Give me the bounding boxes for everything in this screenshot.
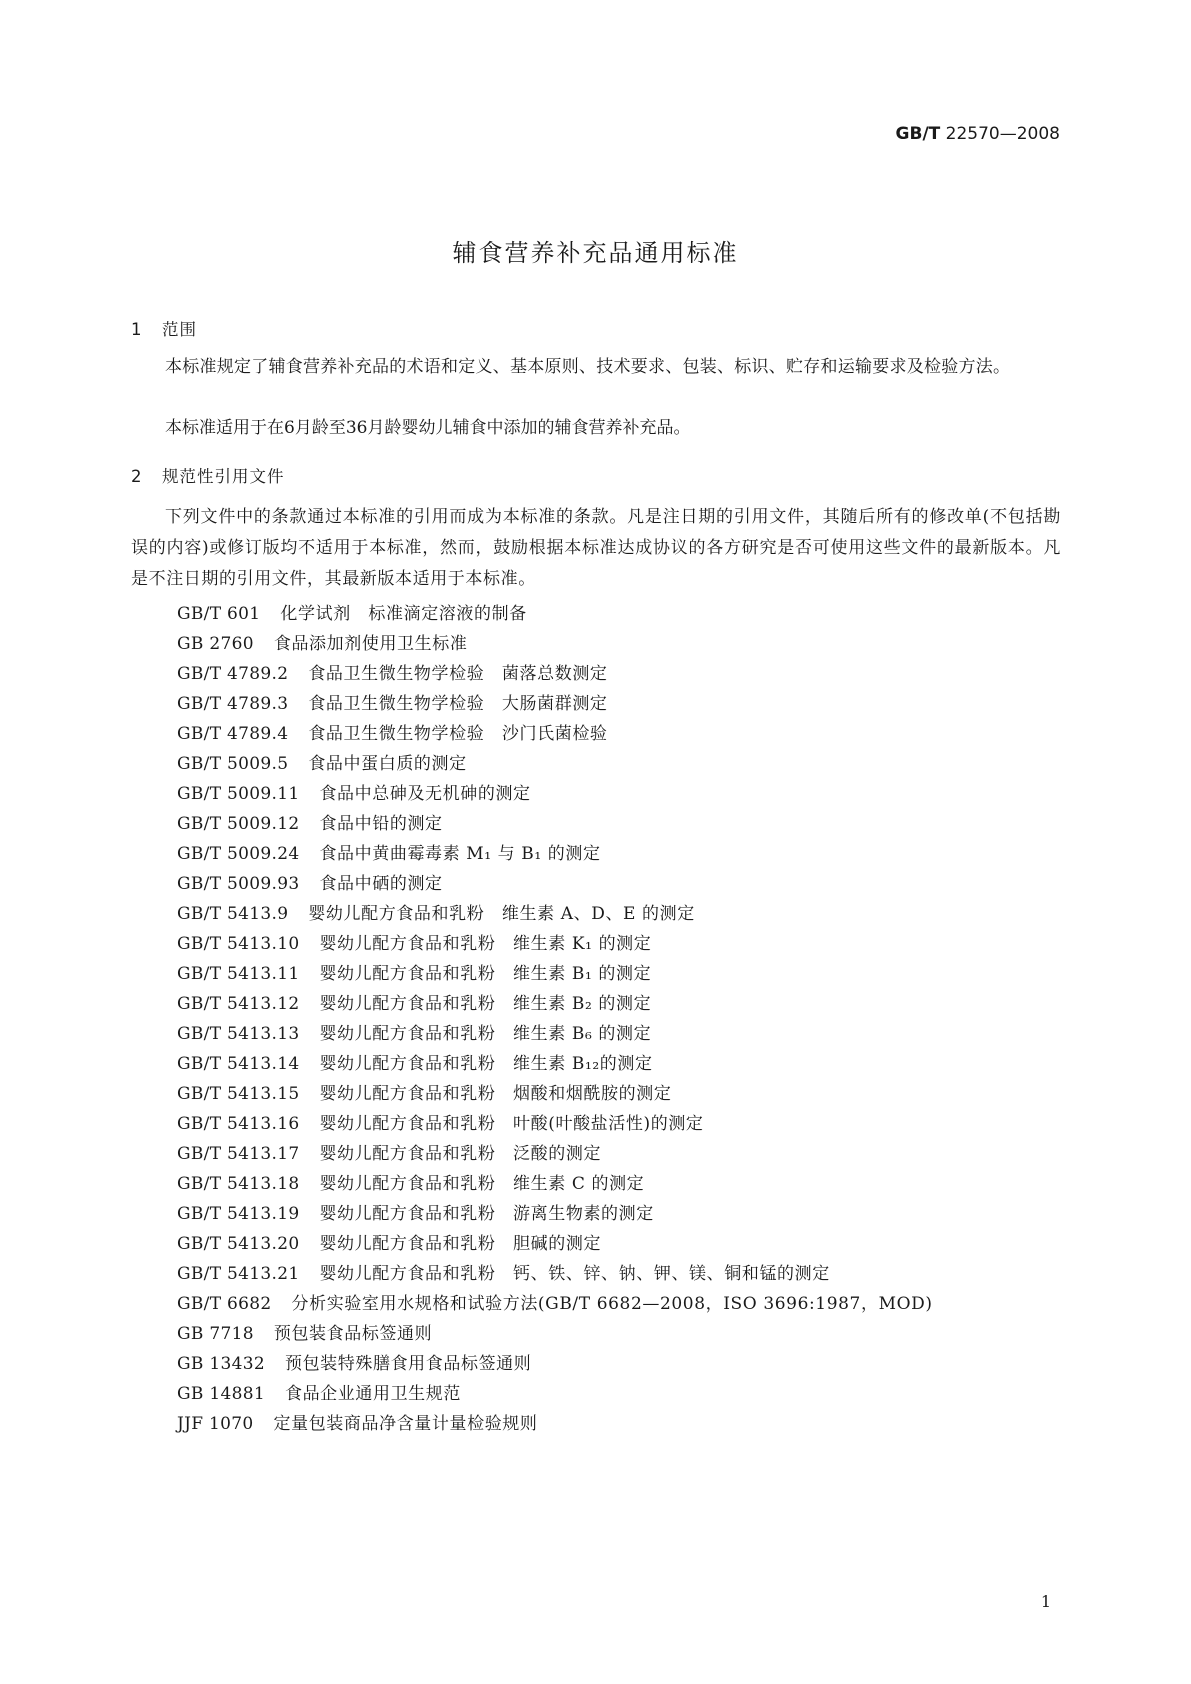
standard-code <box>896 124 1060 144</box>
reference-item <box>177 721 933 751</box>
section-number: 1 <box>131 320 142 339</box>
reference-title: 食品企业通用卫生规范 <box>284 1384 461 1404</box>
scope-paragraph-2: 本标准适用于在6月龄至36月龄婴幼儿辅食中添加的辅食营养补充品。 <box>165 418 691 438</box>
reference-title: 婴幼儿配方食品和乳粉 维生素 K₁ 的测定 <box>319 934 652 954</box>
reference-code: GB/T 5413.12 <box>177 994 300 1014</box>
reference-item <box>177 1141 933 1171</box>
reference-title: 化学试剂 标准滴定溶液的制备 <box>280 604 527 624</box>
reference-code: GB/T 5009.5 <box>177 754 289 774</box>
reference-item <box>177 991 933 1021</box>
section-heading-scope <box>131 316 197 340</box>
page-number: 1 <box>1040 1592 1051 1611</box>
reference-title: 婴幼儿配方食品和乳粉 泛酸的测定 <box>319 1144 602 1164</box>
reference-item <box>177 1381 933 1411</box>
reference-code: GB/T 6682 <box>177 1294 272 1314</box>
reference-title: 婴幼儿配方食品和乳粉 叶酸(叶酸盐活性)的测定 <box>319 1114 704 1134</box>
reference-title: 婴幼儿配方食品和乳粉 维生素 C 的测定 <box>319 1174 645 1194</box>
reference-item <box>177 1411 933 1441</box>
reference-title: 食品中硒的测定 <box>319 874 443 894</box>
reference-title: 食品中铅的测定 <box>319 814 443 834</box>
reference-item <box>177 1051 933 1081</box>
reference-code: GB/T 5009.11 <box>177 784 300 804</box>
reference-code: GB/T 4789.3 <box>177 694 289 714</box>
reference-code: GB/T 5413.19 <box>177 1204 300 1224</box>
reference-item <box>177 1291 933 1321</box>
standard-prefix: GB/T <box>895 124 941 144</box>
reference-title: 食品添加剂使用卫生标准 <box>273 634 468 654</box>
reference-item <box>177 1171 933 1201</box>
reference-item <box>177 901 933 931</box>
reference-title: 食品中总砷及无机砷的测定 <box>319 784 531 804</box>
reference-item <box>177 871 933 901</box>
reference-title: 婴幼儿配方食品和乳粉 钙、铁、锌、钠、钾、镁、铜和锰的测定 <box>319 1264 830 1284</box>
reference-item <box>177 691 933 721</box>
reference-title: 食品中蛋白质的测定 <box>308 754 467 774</box>
reference-code: GB/T 5009.93 <box>177 874 300 894</box>
reference-item <box>177 661 933 691</box>
reference-item <box>177 811 933 841</box>
reference-list <box>177 601 933 1441</box>
reference-code: GB/T 4789.2 <box>177 664 289 684</box>
reference-title: 婴幼儿配方食品和乳粉 胆碱的测定 <box>319 1234 602 1254</box>
section-title: 规范性引用文件 <box>162 467 285 486</box>
reference-title: 婴幼儿配方食品和乳粉 维生素 A、D、E 的测定 <box>308 904 695 924</box>
reference-item <box>177 1081 933 1111</box>
reference-item <box>177 1231 933 1261</box>
reference-code: GB/T 5413.21 <box>177 1264 300 1284</box>
reference-code: GB/T 5413.18 <box>177 1174 300 1194</box>
reference-item <box>177 841 933 871</box>
reference-code: GB/T 601 <box>177 604 261 624</box>
reference-item <box>177 931 933 961</box>
section-number: 2 <box>131 467 142 486</box>
reference-item <box>177 1021 933 1051</box>
reference-code: GB 14881 <box>177 1384 265 1404</box>
reference-code: GB/T 5413.20 <box>177 1234 300 1254</box>
references-intro-paragraph: 下列文件中的条款通过本标准的引用而成为本标准的条款。凡是注日期的引用文件，其随后所有的修改单(不包括勘误的内容)或修订版均不适用于本标准，然而，鼓励根据本标准达成协议的各方研究是否可使用这些文件的最新版本。凡是不注日期的引用文件，其最新版本适用于本标准。 <box>131 507 1061 589</box>
reference-code: GB/T 4789.4 <box>177 724 289 744</box>
reference-title: 婴幼儿配方食品和乳粉 游离生物素的测定 <box>319 1204 654 1224</box>
scope-paragraph-1: 本标准规定了辅食营养补充品的术语和定义、基本原则、技术要求、包装、标识、贮存和运输要求及检验方法。 <box>165 357 1011 377</box>
reference-item <box>177 1201 933 1231</box>
reference-item <box>177 1321 933 1351</box>
reference-code: GB/T 5009.12 <box>177 814 300 834</box>
reference-item <box>177 1261 933 1291</box>
reference-title: 定量包装商品净含量计量检验规则 <box>273 1414 538 1434</box>
reference-title: 婴幼儿配方食品和乳粉 烟酸和烟酰胺的测定 <box>319 1084 672 1104</box>
reference-title: 食品卫生微生物学检验 菌落总数测定 <box>308 664 608 684</box>
reference-code: GB/T 5413.13 <box>177 1024 300 1044</box>
reference-code: GB 2760 <box>177 634 254 654</box>
reference-item <box>177 751 933 781</box>
reference-item <box>177 1111 933 1141</box>
reference-title: 预包装特殊膳食用食品标签通则 <box>284 1354 532 1374</box>
reference-code: JJF 1070 <box>177 1414 254 1434</box>
section-title: 范围 <box>162 320 197 339</box>
document-title: 辅食营养补充品通用标准 <box>452 239 739 267</box>
reference-item <box>177 631 933 661</box>
reference-code: GB/T 5413.10 <box>177 934 300 954</box>
reference-title: 食品卫生微生物学检验 沙门氏菌检验 <box>308 724 608 744</box>
reference-title: 预包装食品标签通则 <box>273 1324 433 1344</box>
reference-title: 婴幼儿配方食品和乳粉 维生素 B₆ 的测定 <box>319 1024 652 1044</box>
reference-code: GB/T 5413.15 <box>177 1084 300 1104</box>
reference-title: 分析实验室用水规格和试验方法(GB/T 6682—2008，ISO 3696:1987，MOD) <box>291 1294 933 1314</box>
reference-code: GB/T 5413.11 <box>177 964 300 984</box>
reference-item <box>177 961 933 991</box>
standard-number: 22570—2008 <box>945 124 1060 144</box>
reference-code: GB 7718 <box>177 1324 254 1344</box>
reference-code: GB/T 5009.24 <box>177 844 300 864</box>
reference-code: GB/T 5413.14 <box>177 1054 300 1074</box>
reference-title: 婴幼儿配方食品和乳粉 维生素 B₁₂的测定 <box>319 1054 653 1074</box>
reference-item <box>177 601 933 631</box>
reference-title: 食品中黄曲霉毒素 M₁ 与 B₁ 的测定 <box>319 844 601 864</box>
reference-item <box>177 1351 933 1381</box>
reference-title: 婴幼儿配方食品和乳粉 维生素 B₁ 的测定 <box>319 964 652 984</box>
reference-code: GB/T 5413.17 <box>177 1144 300 1164</box>
section-heading-normative-references <box>131 463 285 487</box>
reference-title: 食品卫生微生物学检验 大肠菌群测定 <box>308 694 608 714</box>
reference-code: GB/T 5413.16 <box>177 1114 300 1134</box>
reference-title: 婴幼儿配方食品和乳粉 维生素 B₂ 的测定 <box>319 994 652 1014</box>
reference-item <box>177 781 933 811</box>
reference-code: GB/T 5413.9 <box>177 904 289 924</box>
reference-code: GB 13432 <box>177 1354 265 1374</box>
